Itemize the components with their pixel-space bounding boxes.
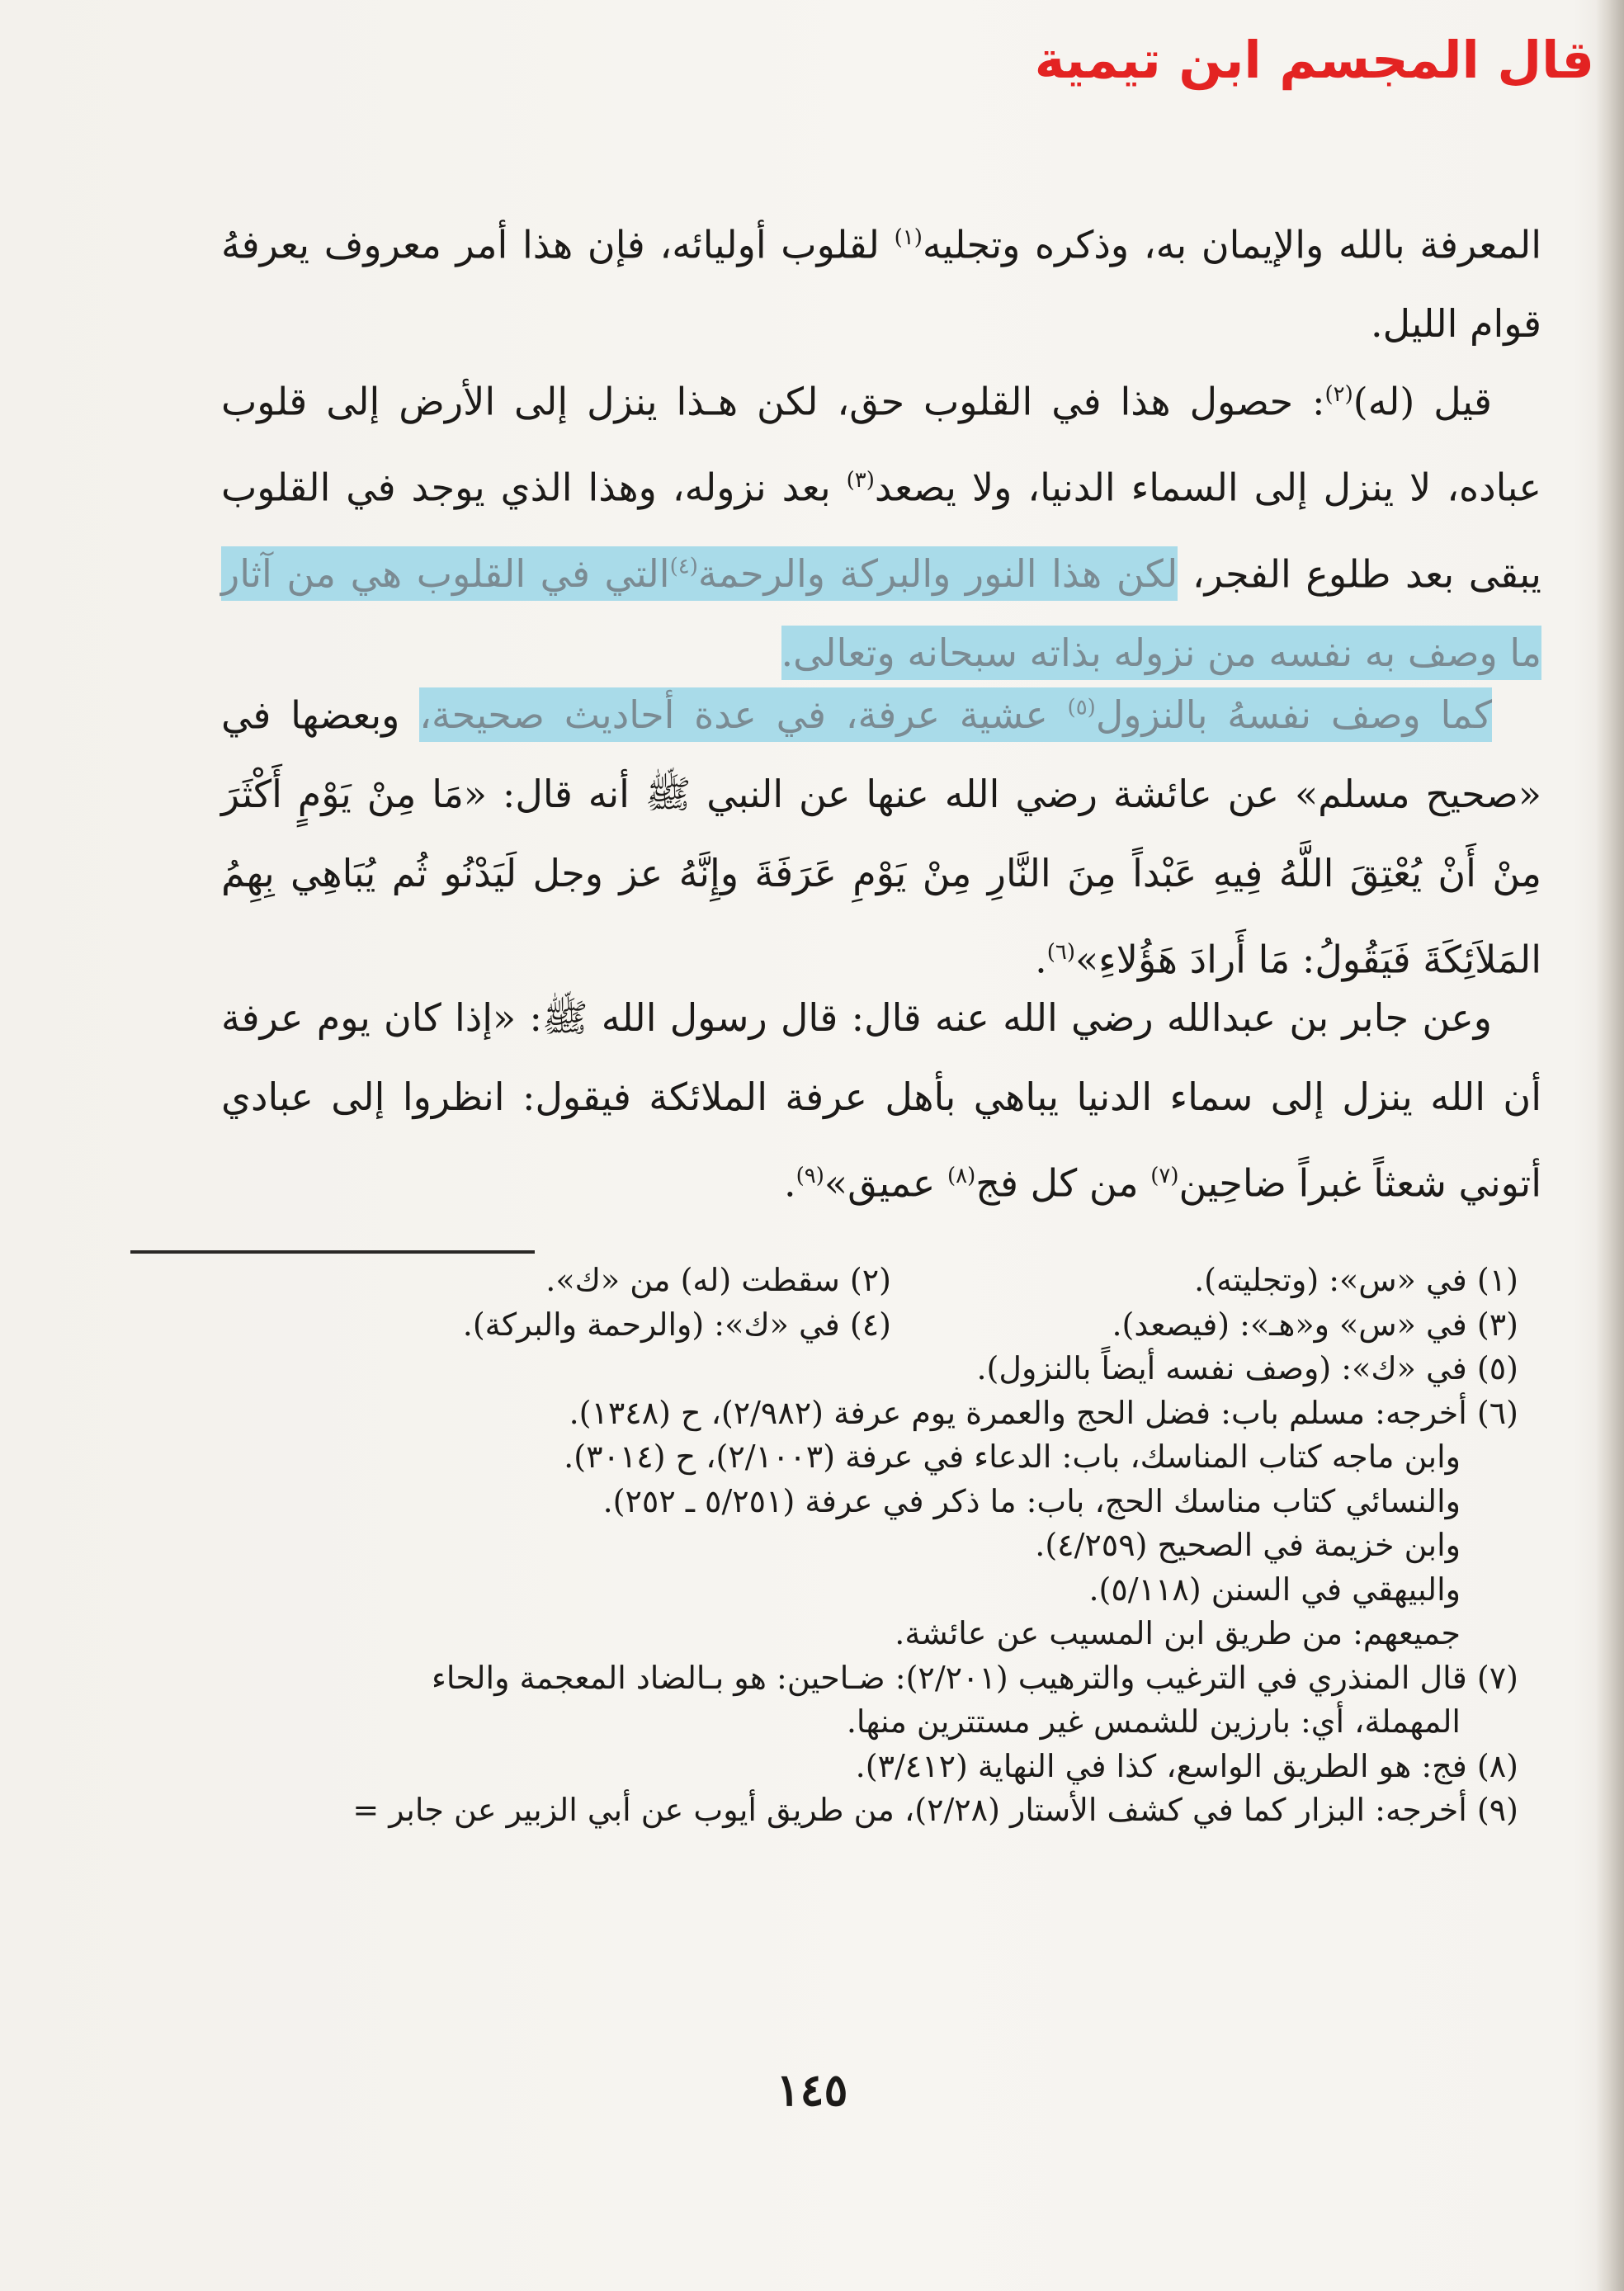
footnote-9: (٩) أخرجه: البزار كما في كشف الأستار (٢/٢٨)، من طريق أيوب عن أبي الزبير عن جابر = [352,1792,1518,1828]
paragraph-2-text-a: قيل (له) [1353,379,1492,424]
paragraph-3-text-b: وبعضها في «صحيح مسلم» عن عائشة رضي الله عنها عن النبي ﷺ أنه قال: «مَا مِنْ يَوْمٍ أَكْثَرَ مِنْ أَنْ يُعْتِقَ اللَّهُ فِيهِ عَبْداً مِنَ النَّارِ مِنْ يَوْمِ عَرَفَةَ وإِنَّهُ عز وجل لَيَدْنُو ثُم يُبَاهِي بِهِمُ المَلاَئِكَةَ فَيَقُولُ: مَا أَرادَ هَؤُلاءِ» [221,692,1541,982]
page-binding-edge [1596,0,1624,2291]
footnote-separator [130,1250,535,1254]
paragraph-4-text-b: من كل فج [975,1160,1151,1206]
paragraph-2-text-b: : حصول هذا في القلوب حق، لكن هـذا ينزل إلى الأرض إلى قلوب عباده، لا ينزل إلى السماء الدنيا، ولا يصعد [221,379,1541,510]
footnote-ref-3[interactable]: (٣) [846,468,875,494]
footnote-ref-6[interactable]: (٦) [1046,940,1076,966]
highlighted-text-2a: كما وصف نفسهُ بالنزول [1095,692,1492,738]
paragraph-2 [221,355,1541,692]
footnote-ref-4[interactable]: (٤) [669,554,698,579]
page-number: ١٤٥ [776,2063,848,2116]
footnote-ref-5[interactable]: (٥) [1067,696,1096,720]
paragraph-4-text-d: . [784,1160,796,1206]
highlighted-text-1b: التي في القلوب هي من آثار ما وصف به نفسه من نزوله بذاته سبحانه وتعالى. [221,550,1541,675]
paragraph-1-text-b: لقلوب أوليائه، فإن هذا أمر معروف يعرفهُ قوام الليل. [221,222,1541,347]
footnote-row-1-2 [116,1259,1518,1303]
footnote-5: (٥) في «ك»: (وصف نفسه أيضاً بالنزول). [976,1350,1518,1386]
footnote-6-line-1: (٦) أخرجه: مسلم باب: فضل الحج والعمرة يوم عرفة (٢/٩٨٢)، ح (١٣٤٨). [569,1394,1518,1431]
paragraph-1 [221,198,1541,363]
paragraph-1-text-a: المعرفة بالله والإيمان به، وذكره وتجليه [922,222,1541,267]
paragraph-3 [221,668,1541,999]
footnotes [116,1259,1518,1833]
paragraph-4 [221,978,1541,1222]
footnote-ref-1[interactable]: (١) [894,225,923,250]
footnote-ref-8[interactable]: (٨) [947,1164,976,1188]
footnote-6-line-4: وابن خزيمة في الصحيح (٤/٢٥٩). [1035,1527,1461,1563]
highlighted-text-2b: عشية عرفة، في عدة أحاديث صحيحة، [419,692,1068,738]
footnote-6-line-3: والنسائي كتاب مناسك الحج، باب: ما ذكر في عرفة (٥/٢٥١ ـ ٢٥٢). [602,1482,1461,1519]
paragraph-4-text-c: عميق» [824,1160,947,1206]
footnote-ref-9[interactable]: (٩) [795,1164,824,1188]
paragraph-2-text-c: بعد نزوله، وهذا الذي يوجد في القلوب يبقى بعد طلوع الفجر، [221,465,1541,596]
paragraph-3-text-c: . [1035,937,1047,982]
footnote-7-line-2: المهملة، أي: بارزين للشمس غير مستترين منها. [846,1703,1461,1740]
paragraph-4-text-a: وعن جابر بن عبدالله رضي الله عنه قال: قال رسول الله ﷺ: «إذا كان يوم عرفة أن الله ينزل إلى سماء الدنيا يباهي بأهل عرفة الملائكة فيقول: انظروا إلى عبادي أتوني شعثاً غبراً ضاحِين [221,995,1541,1206]
footnote-row-3-4 [116,1303,1518,1348]
footnote-ref-7[interactable]: (٧) [1150,1164,1179,1188]
footnote-6-line-5: والبيهقي في السنن (٥/١١٨). [1088,1571,1461,1608]
page-header-title: قال المجسم ابن تيمية [1034,30,1594,90]
footnote-2: (٢) سقطت (له) من «ك». [545,1262,891,1298]
footnote-8: (٨) فج: هو الطريق الواسع، كذا في النهاية (٣/٤١٢). [855,1747,1518,1784]
footnote-3: (٣) في «س» و«هـ»: (فيصعد). [1112,1306,1518,1343]
highlighted-text-1a: لكن هذا النور والبركة والرحمة [697,550,1178,596]
footnote-1: (١) في «س»: (وتجليته). [1194,1262,1518,1298]
highlighted-text-2 [419,687,1492,742]
footnote-6-line-6: جميعهم: من طريق ابن المسيب عن عائشة. [895,1615,1461,1651]
footnote-7-line-1: (٧) قال المنذري في الترغيب والترهيب (٢/٢٠١): ضـاحين: هو بـالضاد المعجمة والحاء [431,1659,1518,1696]
footnote-4: (٤) في «ك»: (والرحمة والبركة). [462,1306,891,1343]
footnote-6-line-2: وابن ماجه كتاب المناسك، باب: الدعاء في عرفة (٢/١٠٠٣)، ح (٣٠١٤). [564,1438,1461,1475]
footnote-ref-2[interactable]: (٢) [1324,382,1353,407]
